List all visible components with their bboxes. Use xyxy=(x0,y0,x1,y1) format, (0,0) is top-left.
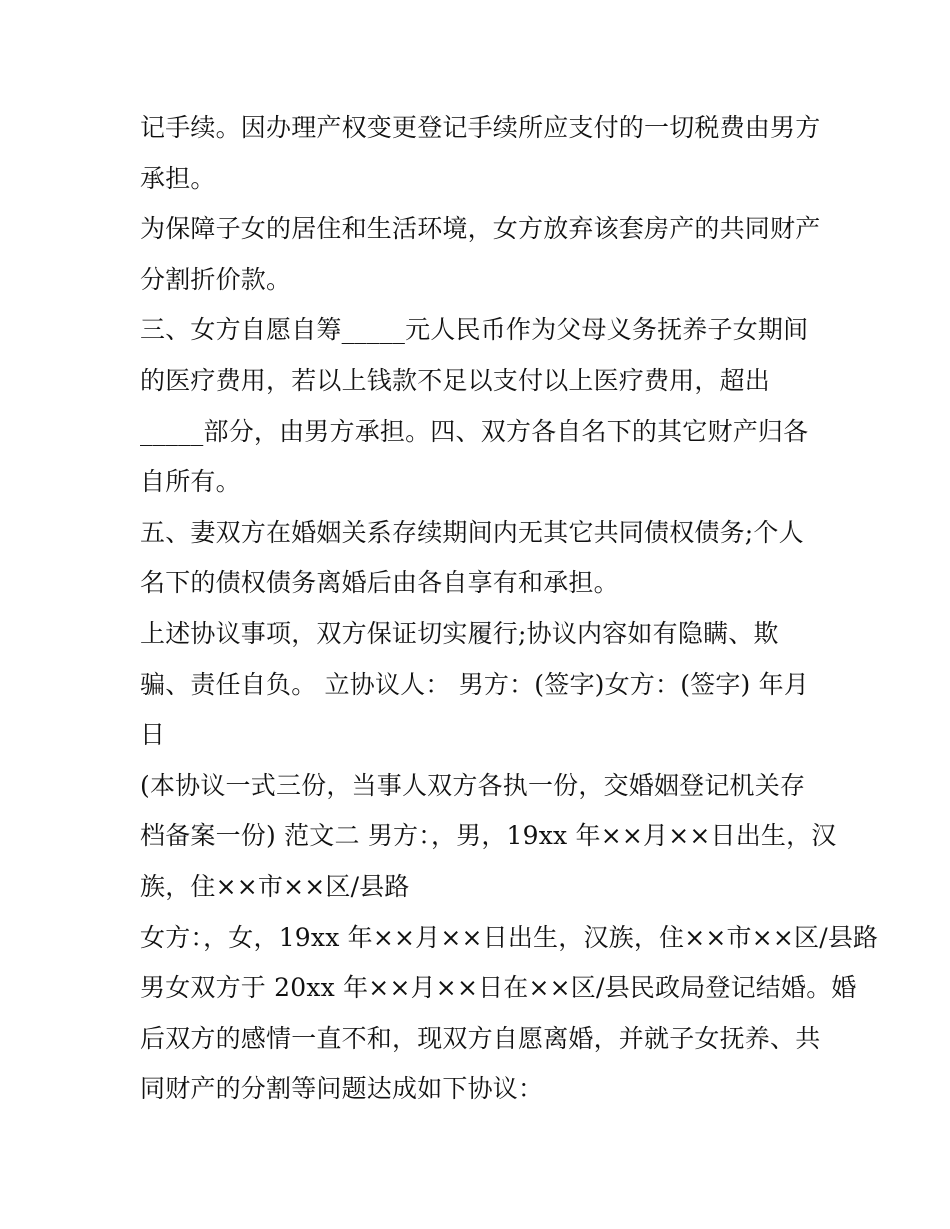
text-line: 名下的债权债务离婚后由各自享有和承担。 xyxy=(140,568,619,598)
text-line: 的医疗费用，若以上钱款不足以支付以上医疗费用，超出 xyxy=(140,365,771,395)
text-line: 女方：，女，19xx 年××月××日出生，汉族，住××市××区/县路 xyxy=(140,922,879,952)
text-line: 记手续。因办理产权变更登记手续所应支付的一切税费由男方 xyxy=(140,113,821,142)
document-body xyxy=(140,103,879,1115)
text-line: (本协议一式三份，当事人双方各执一份，交婚姻登记机关存 xyxy=(140,770,806,800)
text-line: 骗、责任自负。 立协议人： 男方：(签字)女方：(签字) 年月 xyxy=(140,669,810,699)
text-line: 档备案一份) 范文二 男方：，男，19xx 年××月××日出生，汉 xyxy=(140,821,837,851)
text-line: 后双方的感情一直不和，现双方自愿离婚，并就子女抚养、共 xyxy=(140,1023,821,1053)
text-line: 五、妻双方在婚姻关系存续期间内无其它共同债权债务;个人 xyxy=(140,517,804,547)
text-line: 自所有。 xyxy=(140,467,241,497)
text-line: _____部分，由男方承担。四、双方各自名下的其它财产归各 xyxy=(140,416,809,446)
text-line: 男女双方于 20xx 年××月××日在××区/县民政局登记结婚。婚 xyxy=(140,973,857,1003)
text-line: 族，住××市××区/县路 xyxy=(140,871,410,901)
text-line: 同财产的分割等问题达成如下协议： xyxy=(140,1074,544,1104)
text-line: 承担。 xyxy=(140,163,216,193)
text-line: 上述协议事项，双方保证切实履行;协议内容如有隐瞒、欺 xyxy=(140,618,779,648)
text-line: 为保障子女的居住和生活环境，女方放弃该套房产的共同财产 xyxy=(140,214,821,244)
text-line: 日 xyxy=(140,720,166,750)
text-line: 三、女方自愿自筹_____元人民币作为父母义务抚养子女期间 xyxy=(140,315,809,345)
text-line: 分割折价款。 xyxy=(140,264,292,294)
